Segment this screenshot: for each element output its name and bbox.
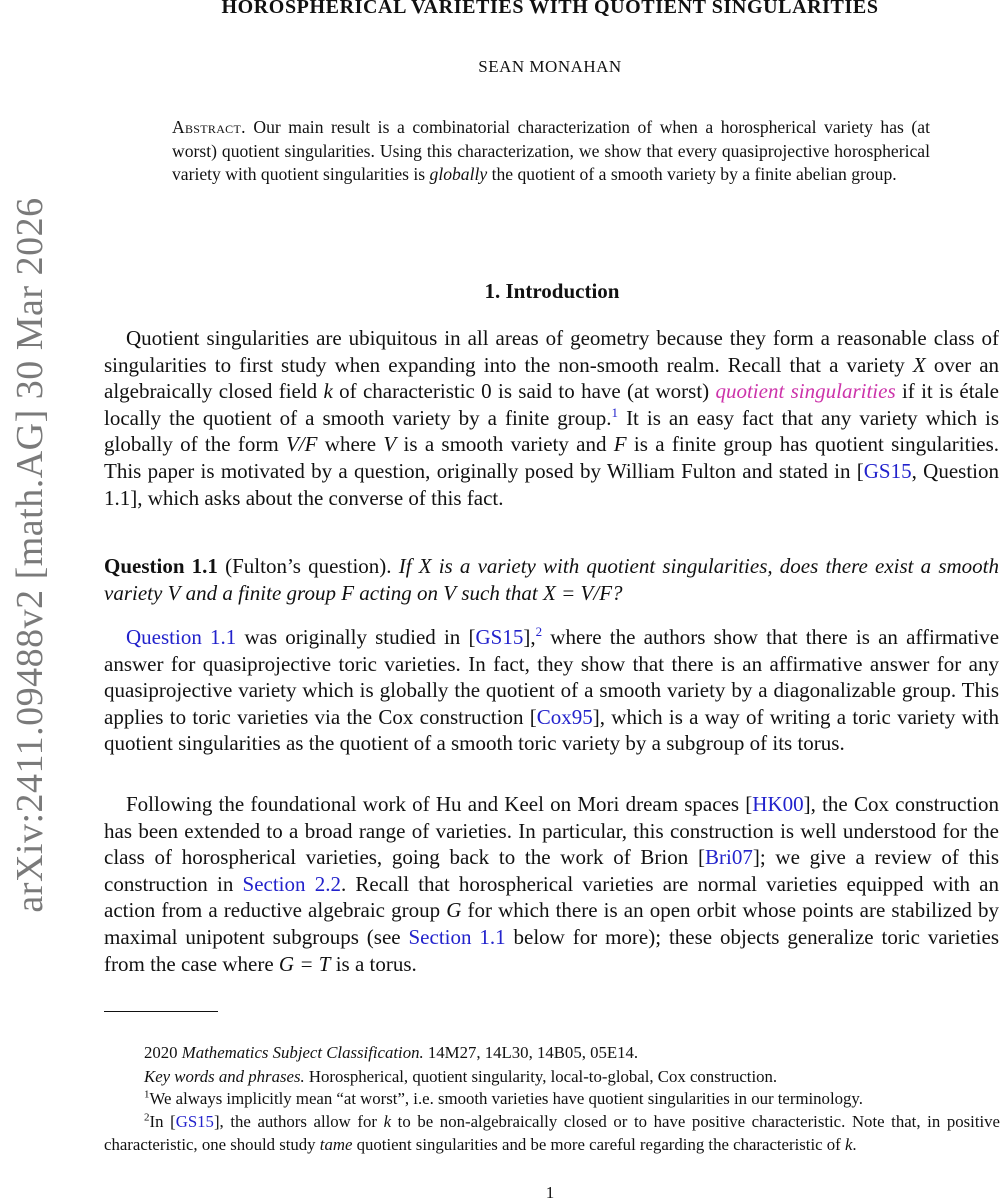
text-run: 14M27, 14L30, 14B05, 05E14. (427, 1043, 639, 1062)
math-symbol: F (341, 580, 355, 605)
text-run: is a smooth variety and (403, 432, 607, 457)
text-run: below for more); these objects generalize toric varieties from the case where (104, 924, 1000, 976)
text-run: quotient singularities and be more careful regarding the characteristic of (356, 1134, 841, 1154)
text-run: for which there is an open orbit whose points are stabilized by maximal unipotent subgroups (see (104, 898, 1000, 949)
text-run: where the authors show that there is an affirmative answer for quasiprojective toric varieties. In fact, they show that there is an affirmative answer for any quasiprojective variety which is globally the quotient of a smooth variety by a diagonalizable group. This applies to toric varieties via the Cox construction [ (104, 625, 1000, 729)
text-run: . (852, 1134, 857, 1154)
footnote-marker-1: 1 (144, 1088, 150, 1101)
text-run: In [ (149, 1112, 176, 1131)
text-run: ], which is a way of writing a toric variety with quotient singularities as the quotient of a smooth toric variety by a subgroup of its torus. (104, 704, 999, 756)
arxiv-identifier: arXiv:2411.09488v2 [math.AG] 30 Mar 2026 (9, 197, 51, 913)
text-run: such that (461, 580, 538, 605)
math-symbol: k (844, 1134, 853, 1154)
math-expression: G = T (278, 951, 331, 976)
text-run: ? (612, 580, 623, 605)
citation-link-hk00[interactable]: HK00 (752, 792, 804, 816)
text-run: If (398, 554, 412, 578)
paper-title: HOROSPHERICAL VARIETIES WITH QUOTIENT SINGULARITIES (221, 0, 879, 18)
text-run: ], the Cox construction has been extended to a broad range of varieties. In particular, this construction is well understood for the class of horospherical varieties, going back to the work of Brion [ (104, 792, 999, 870)
citation-link-gs15[interactable]: GS15 (475, 625, 524, 649)
footnote-link-2[interactable]: 2 (535, 624, 543, 639)
abstract-text: Our main result is a combinatorial characterization of when a horospherical variety has (at worst) quotient singularities. Using this characterization, we show that every quasiprojective horospherical variety with quotient singularities is (172, 117, 930, 184)
text-run: is a torus. (335, 951, 417, 976)
math-symbol: k (383, 1112, 392, 1131)
math-symbol: V (383, 432, 397, 457)
abstract-label: Abstract. (172, 117, 246, 137)
math-symbol: F (613, 432, 627, 457)
text-run: where (324, 432, 377, 457)
text-run: Horospherical, quotient singularity, local-to-global, Cox construction. (308, 1067, 778, 1086)
abstract (172, 116, 930, 187)
text-run: to be non-algebraically closed or to have positive characteristic. Note that, in positive characteristic, one should study (104, 1112, 1000, 1154)
text-run: of characteristic 0 is said to have (at worst) (339, 379, 710, 404)
text-run: 2020 (144, 1043, 178, 1062)
footnote-link-1[interactable]: 1 (611, 404, 619, 420)
text-run: Following the foundational work of Hu and Keel on Mori dream spaces [ (126, 792, 753, 816)
section-heading-introduction: 1. Introduction (484, 279, 620, 303)
text-run: tame (319, 1134, 353, 1154)
author-name: SEAN MONAHAN (478, 57, 622, 76)
section-ref-link-1-1[interactable]: Section 1.1 (408, 924, 506, 949)
citation-link-bri07[interactable]: Bri07 (705, 845, 753, 870)
section-ref-link-2-2[interactable]: Section 2.2 (242, 871, 341, 896)
question-label: Question 1.1 (104, 554, 218, 578)
text-run: ], the authors allow for (213, 1112, 377, 1131)
text-run: , Question 1.1], which asks about the converse of this fact. (104, 458, 999, 510)
text-run: Key words and phrases. (144, 1067, 305, 1086)
math-symbol: V (443, 580, 457, 605)
defined-term: quotient singularities (715, 379, 896, 404)
text-run: and a finite group (185, 580, 336, 605)
text-run: We always implicitly mean “at worst”, i.e. smooth varieties have quotient singularities in our terminology. (149, 1089, 863, 1108)
footnote-marker-2: 2 (144, 1111, 150, 1124)
abstract-text-end: the quotient of a smooth variety by a finite abelian group. (491, 164, 897, 184)
abstract-emphasis: globally (429, 164, 488, 184)
math-symbol: X (912, 352, 926, 377)
text-run: if it is étale locally the quotient of a smooth variety by a finite group. (104, 379, 999, 430)
footnote-divider (104, 1011, 218, 1012)
math-expression: V/F (285, 432, 318, 457)
text-run: . Recall that horospherical varieties are normal varieties equipped with an action from a reductive algebraic group (104, 871, 999, 923)
math-symbol: V (167, 580, 181, 605)
footnote-1 (104, 1088, 1000, 1111)
text-run: acting on (359, 580, 439, 605)
math-symbol: G (446, 898, 462, 923)
page-number: 1 (545, 1183, 555, 1202)
math-symbol: X (418, 554, 432, 578)
math-symbol: k (323, 379, 333, 404)
question-ref-link[interactable]: Question 1.1 (126, 625, 237, 649)
citation-link-gs15[interactable]: GS15 (175, 1112, 214, 1131)
footnote-msc (104, 1042, 1000, 1065)
text-run: ], (523, 625, 536, 649)
footnote-keywords (104, 1066, 1000, 1089)
paragraph-gs15 (104, 624, 999, 757)
math-expression: X = V/F (543, 580, 613, 605)
text-run: It is an easy fact that any variety which is globally of the form (104, 405, 1000, 457)
text-run: Mathematics Subject Classification. (181, 1043, 424, 1062)
question-block (104, 553, 999, 606)
paragraph-cox-construction (104, 791, 999, 977)
text-run: was originally studied in [ (244, 625, 476, 649)
text-run: is a finite group has quotient singularities. This paper is motivated by a question, originally posed by William Fulton and stated in [ (104, 432, 1000, 483)
paragraph-intro (104, 325, 999, 511)
text-run: ]; we give a review of this construction in (104, 845, 999, 896)
text-run: over an algebraically closed field (104, 352, 1000, 404)
footnote-2 (104, 1111, 1000, 1156)
text-run: is a variety with quotient singularities, does there exist a smooth variety (104, 554, 1000, 605)
question-attribution: (Fulton’s question). (225, 554, 392, 578)
citation-link-gs15[interactable]: GS15 (863, 458, 912, 483)
citation-link-cox95[interactable]: Cox95 (536, 704, 593, 729)
text-run: Quotient singularities are ubiquitous in all areas of geometry because they form a reasonable class of singularities to first study when expanding into the non-smooth realm. Recall that a variety (104, 326, 999, 377)
